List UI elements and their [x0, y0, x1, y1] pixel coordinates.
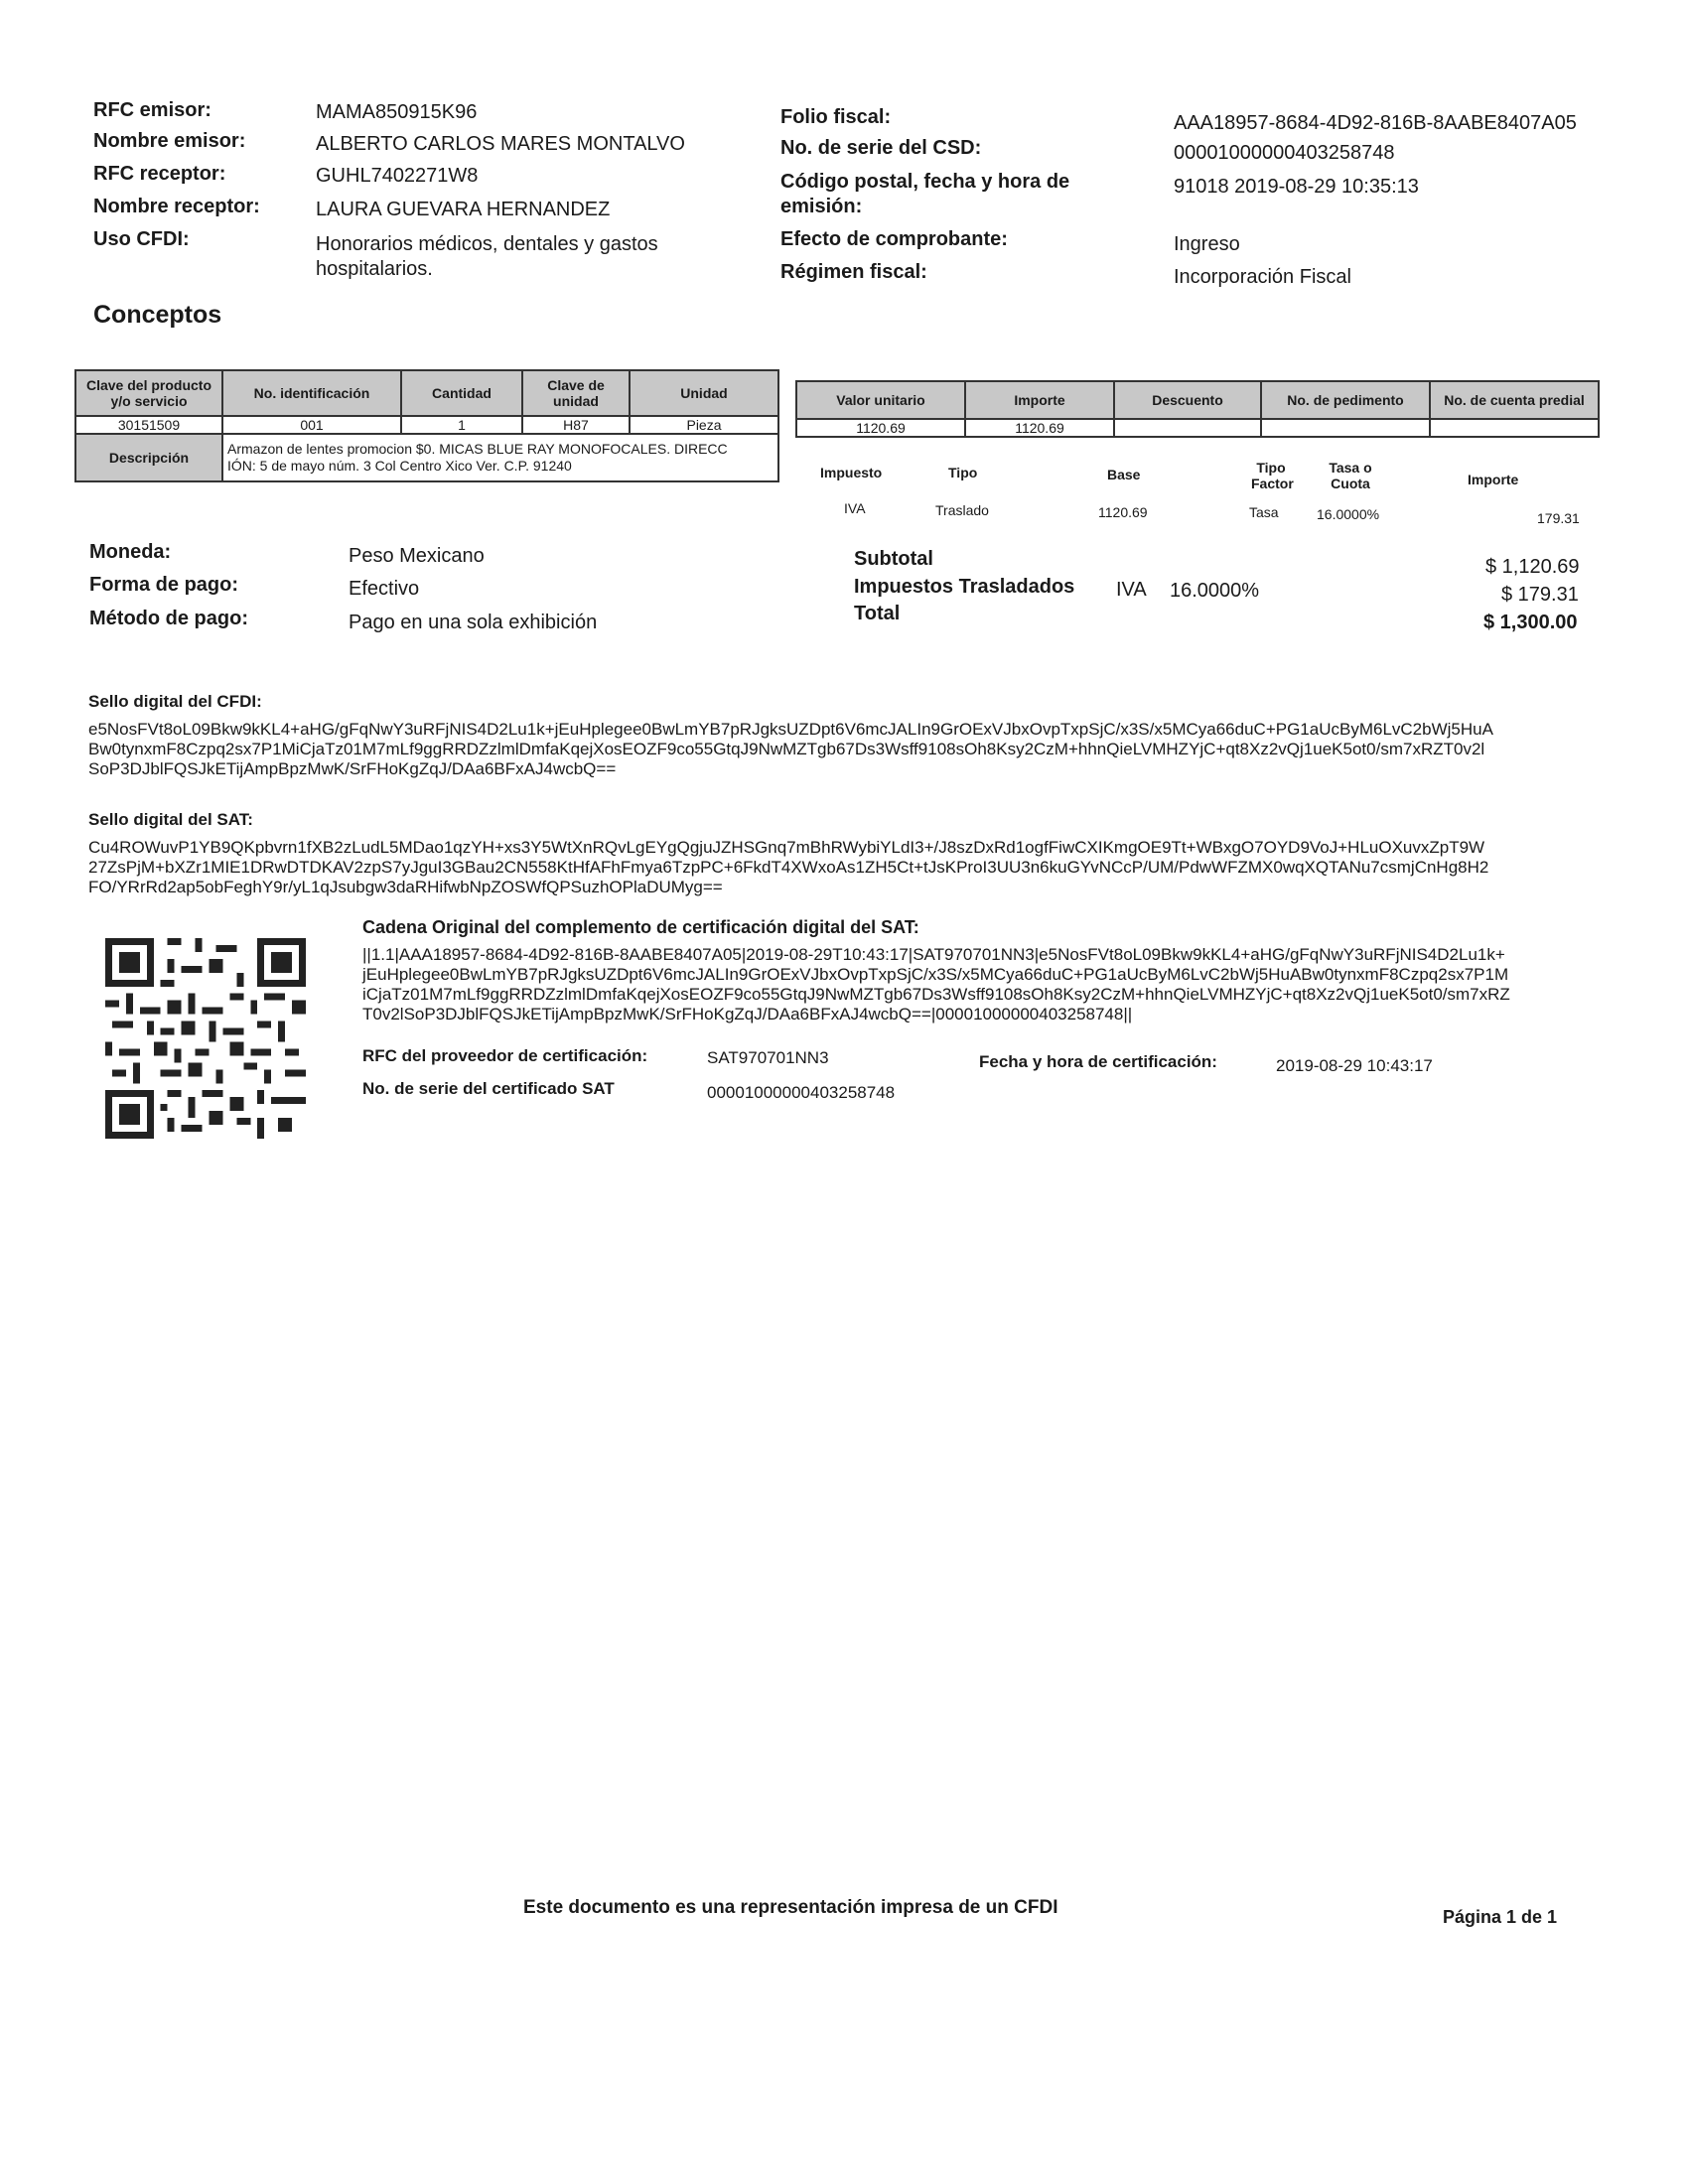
serie-csd-label: No. de serie del CSD:: [780, 137, 982, 159]
conceptos-table-right: [795, 380, 1600, 438]
cell-cuenta-predial: [1430, 419, 1599, 437]
moneda-value: Peso Mexicano: [349, 545, 485, 567]
efecto-value: Ingreso: [1174, 233, 1240, 255]
fecha-certificacion-value: 2019-08-29 10:43:17: [1276, 1056, 1433, 1075]
header-cantidad: Cantidad: [401, 370, 522, 416]
rfc-receptor-label: RFC receptor:: [93, 163, 226, 185]
impuestos-label: Impuestos Trasladados: [854, 576, 1075, 598]
subtotal-value: $ 1,120.69: [1485, 556, 1580, 578]
total-value: $ 1,300.00: [1483, 612, 1578, 633]
rfc-receptor-value: GUHL7402271W8: [316, 165, 479, 187]
cp-fecha-value: 91018 2019-08-29 10:35:13: [1174, 176, 1419, 198]
serie-certificado-sat-value: 00001000000403258748: [707, 1083, 896, 1102]
rfc-emisor-label: RFC emisor:: [93, 99, 211, 121]
serie-certificado-sat-label: No. de serie del certificado SAT: [362, 1079, 615, 1098]
tax-header-tasa: Tasa o Cuota: [1329, 460, 1372, 491]
rfc-proveedor-label: RFC del proveedor de certificación:: [362, 1046, 648, 1065]
header-descripcion: Descripción: [75, 434, 222, 481]
nombre-receptor-value: LAURA GUEVARA HERNANDEZ: [316, 199, 611, 220]
cell-descripcion: Armazon de lentes promocion $0. MICAS BLUE RAY MONOFOCALES. DIRECC IÓN: 5 de mayo núm. 3 Col Centro Xico Ver. C.P. 91240: [222, 434, 778, 481]
serie-csd-value: 00001000000403258748: [1174, 142, 1395, 164]
nombre-emisor-label: Nombre emisor:: [93, 130, 246, 152]
sello-sat-label: Sello digital del SAT:: [88, 810, 253, 829]
sello-cfdi-value: e5NosFVt8oL09Bkw9kKL4+aHG/gFqNwY3uRFjNIS4D2Lu1k+jEuHplegee0BwLmYB7pRJgksUZDpt6V6mcJALIn9GrOExVJbxOvpTxpSjC/x3S/x5MCya66duC+PG1aUcByM6LvC2bWj5HuA Bw0tynxmF8Czpq2sx7P1MiCjaTz01M7mLf9ggRRDZzlmlDmfaKqejXosEOZF9co55GtqJ9NwMZTgb67Ds3Wsff9108sOh8Ksy2CzM+hhnQieLVMHZYjC+qt8Xz2vQj1ueK5ot0/sm7xRZT0v2l SoP3DJblFQSJkETijAmpBpzMwK/SrFHoKgZqJ/DAa6BFxAJ4wcbQ==: [88, 720, 1493, 778]
tax-impuesto: IVA: [844, 500, 866, 516]
tax-header-base: Base: [1107, 467, 1141, 482]
uso-cfdi-value-line2: hospitalarios.: [316, 258, 433, 280]
iva-rate: 16.0000%: [1170, 580, 1260, 602]
cp-fecha-label-2: emisión:: [780, 196, 863, 217]
header-clave-producto: Clave del producto y/o servicio: [75, 370, 222, 416]
tax-header-impuesto: Impuesto: [820, 465, 883, 480]
header-valor-unitario: Valor unitario: [796, 381, 965, 419]
tax-importe: 179.31: [1537, 510, 1580, 526]
subtotal-label: Subtotal: [854, 548, 933, 570]
forma-pago-value: Efectivo: [349, 578, 420, 600]
cell-unidad: Pieza: [630, 416, 778, 434]
impuestos-value: $ 179.31: [1501, 584, 1579, 606]
footer-leyenda: Este documento es una representación impresa de un CFDI: [523, 1897, 1058, 1918]
uso-cfdi-label: Uso CFDI:: [93, 228, 190, 250]
iva-label: IVA: [1116, 579, 1147, 601]
forma-pago-label: Forma de pago:: [89, 574, 239, 596]
cadena-original-value: ||1.1|AAA18957-8684-4D92-816B-8AABE8407A05|2019-08-29T10:43:17|SAT970701NN3|e5NosFVt8oL09Bkw9kKL4+aHG/gFqNwY3uRFjNIS4D2Lu1k+ jEuHplegee0BwLmYB7pRJgksUZDpt6V6mcJALIn9GrOExVJbxOvpTxpSjC/x3S/x5MCya66duC+PG1aUcByM6LvC2bWj5HuABw0tynxmF8Czpq2sx7P1M iCjaTz01M7mLf9ggRRDZzlmlDmfaKqejXosEOZF9co55GtqJ9NwMZTgb67Ds3Wsff9108sOh8Ksy2CzM+hhnQieLVMHZYjC+qt8Xz2vQj1ueK5ot0/sm7xRZ T0v2lSoP3DJblFQSJkETijAmpBpzMwK/SrFHoKgZqJ/DAa6BFxAJ4wcbQ==|00001000000403258748||: [362, 945, 1510, 1024]
header-no-pedimento: No. de pedimento: [1261, 381, 1430, 419]
header-unidad: Unidad: [630, 370, 778, 416]
metodo-pago-value: Pago en una sola exhibición: [349, 612, 598, 633]
total-label: Total: [854, 603, 901, 624]
tax-tasa: 16.0000%: [1317, 506, 1380, 522]
regimen-label: Régimen fiscal:: [780, 261, 927, 283]
cell-clave-unidad: H87: [522, 416, 630, 434]
conceptos-table: [74, 369, 779, 482]
cell-descuento: [1114, 419, 1261, 437]
conceptos-title: Conceptos: [93, 301, 222, 329]
footer-pagina: Página 1 de 1: [1443, 1907, 1558, 1927]
moneda-label: Moneda:: [89, 541, 172, 563]
cell-no-identificacion: 001: [222, 416, 401, 434]
nombre-emisor-value: ALBERTO CARLOS MARES MONTALVO: [316, 133, 685, 155]
tax-tipo: Traslado: [935, 502, 989, 518]
header-descuento: Descuento: [1114, 381, 1261, 419]
tax-header-tipo-factor: Tipo Factor: [1251, 460, 1294, 491]
cell-clave-producto: 30151509: [75, 416, 222, 434]
tax-header-importe: Importe: [1468, 472, 1519, 487]
tax-header-tipo: Tipo: [948, 465, 978, 480]
header-importe: Importe: [965, 381, 1114, 419]
cell-importe: 1120.69: [965, 419, 1114, 437]
header-cuenta-predial: No. de cuenta predial: [1430, 381, 1599, 419]
tax-base: 1120.69: [1098, 504, 1148, 520]
metodo-pago-label: Método de pago:: [89, 608, 248, 629]
folio-fiscal-value: AAA18957-8684-4D92-816B-8AABE8407A05: [1174, 112, 1577, 134]
header-clave-unidad: Clave de unidad: [522, 370, 630, 416]
cell-valor-unitario: 1120.69: [796, 419, 965, 437]
cell-cantidad: 1: [401, 416, 522, 434]
header-no-identificacion: No. identificación: [222, 370, 401, 416]
cell-no-pedimento: [1261, 419, 1430, 437]
rfc-proveedor-value: SAT970701NN3: [707, 1048, 829, 1067]
efecto-label: Efecto de comprobante:: [780, 228, 1008, 250]
tax-tipo-factor: Tasa: [1249, 504, 1279, 520]
cadena-original-label: Cadena Original del complemento de certificación digital del SAT:: [362, 917, 919, 937]
cp-fecha-label-1: Código postal, fecha y hora de: [780, 171, 1070, 193]
sello-cfdi-label: Sello digital del CFDI:: [88, 692, 262, 711]
fecha-certificacion-label: Fecha y hora de certificación:: [979, 1052, 1217, 1071]
folio-fiscal-label: Folio fiscal:: [780, 106, 892, 128]
sello-sat-value: Cu4ROWuvP1YB9QKpbvrn1fXB2zLudL5MDao1qzYH+xs3Y5WtXnRQvLgEYgQgjuJZHSGnq7mBhRWybiYLdI3+/J8szDxRd1ogfFiwCXIKmgOE9Tt+WBxgO7OYD9VoJ+HLuOXuvxZpT9W 27ZsPjM+bXZr1MIE1DRwDTDKAV2zpS7yJguI3GBau2CN558KtHfAFhFmya6TzpPC+6FkdT4XWxoAs1ZH5Ct+tJsKProI3UU3n6kuGYvNCcP/UM/PdwWFZMX0wqXQTANu7csmjCnHg8H2 FO/YRrRd2ap5obFeghY9r/yL1qJsubgw3daRHifwbNpZOSWfQPSuzhOPlaDUMyg==: [88, 838, 1489, 896]
regimen-value: Incorporación Fiscal: [1174, 266, 1351, 288]
rfc-emisor-value: MAMA850915K96: [316, 101, 478, 123]
qr-code-image: [105, 938, 306, 1139]
uso-cfdi-value-line1: Honorarios médicos, dentales y gastos: [316, 233, 658, 255]
nombre-receptor-label: Nombre receptor:: [93, 196, 260, 217]
